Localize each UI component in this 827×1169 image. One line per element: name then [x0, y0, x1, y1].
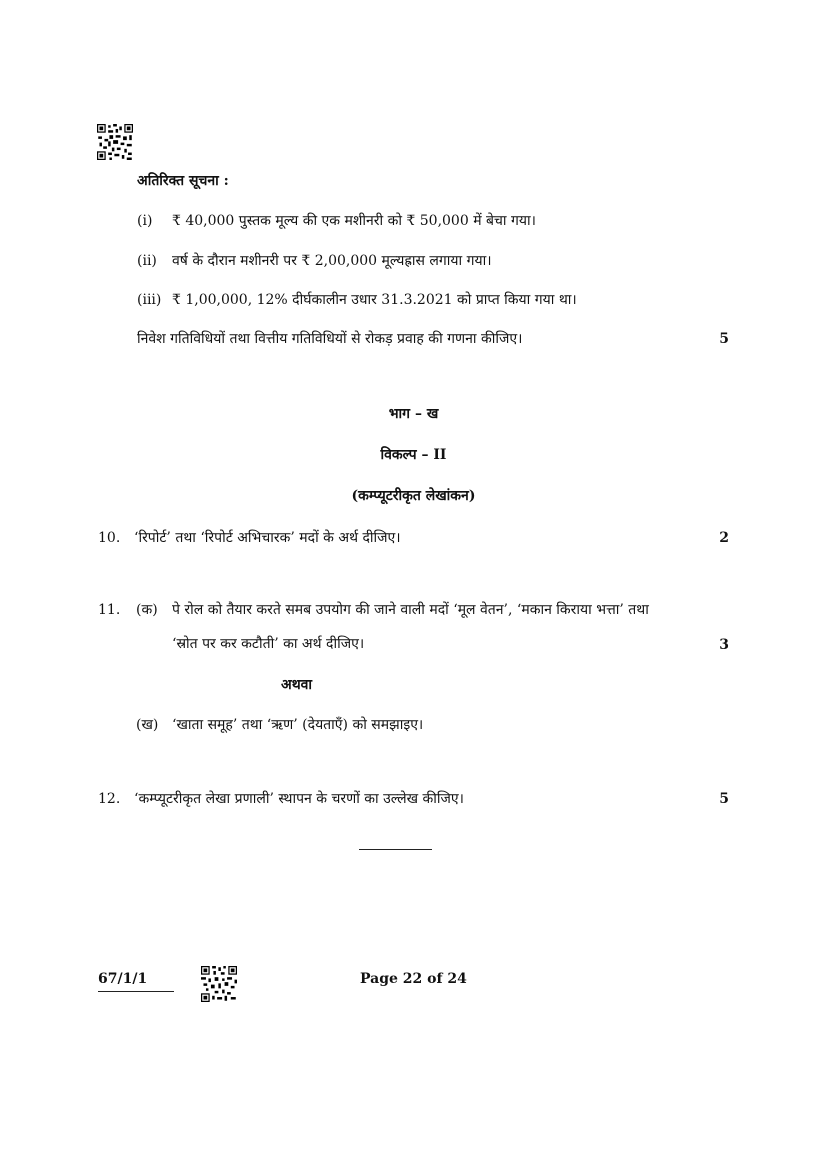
question-text: ‘रिपोर्ट’ तथा ‘रिपोर्ट अभिचारक’ मदों के अर्थ दीजिए। — [134, 530, 401, 546]
end-of-paper-line — [359, 849, 432, 850]
info-item-label: (iii) — [137, 292, 162, 308]
part-heading: भाग – ख — [388, 406, 439, 422]
info-item-text: ₹ 40,000 पुस्तक मूल्य की एक मशीनरी को ₹ 50,000 में बेचा गया। — [172, 213, 536, 229]
question-number: 12. — [98, 791, 121, 807]
marks: 5 — [719, 791, 729, 807]
qr-code-icon — [201, 966, 237, 1002]
question-text: ‘कम्प्यूटरीकृत लेखा प्रणाली’ स्थापन के चरणों का उल्लेख कीजिए। — [134, 791, 464, 807]
sub-question-label: (क) — [136, 602, 158, 618]
question-text: ‘स्रोत पर कर कटौती’ का अर्थ दीजिए। — [172, 636, 365, 652]
question-text: ‘खाता समूह’ तथा ‘ऋण’ (देयताएँ) को समझाइए। — [172, 717, 424, 733]
option-heading: विकल्प – II — [380, 447, 447, 463]
info-item-label: (i) — [137, 213, 153, 229]
marks: 5 — [719, 331, 729, 347]
instruction-text: निवेश गतिविधियों तथा वित्तीय गतिविधियों से रोकड़ प्रवाह की गणना कीजिए। — [137, 331, 523, 347]
question-text: पे रोल को तैयार करते समब उपयोग की जाने वाली मदों ‘मूल वेतन’, ‘मकान किराया भत्ता’ तथा — [172, 602, 649, 618]
info-item-text: वर्ष के दौरान मशीनरी पर ₹ 2,00,000 मूल्यह्रास लगाया गया। — [172, 253, 492, 269]
qr-code-icon — [97, 124, 133, 160]
paper-code: 67/1/1 — [98, 971, 148, 987]
section-subtitle: (कम्प्यूटरीकृत लेखांकन) — [351, 488, 476, 504]
question-number: 10. — [98, 530, 121, 546]
marks: 2 — [719, 530, 729, 546]
info-item-label: (ii) — [137, 253, 157, 269]
question-number: 11. — [98, 602, 121, 618]
info-item-text: ₹ 1,00,000, 12% दीर्घकालीन उधार 31.3.2021 को प्राप्त किया गया था। — [172, 292, 577, 308]
additional-info-heading: अतिरिक्त सूचना : — [137, 173, 229, 189]
page-number: Page 22 of 24 — [360, 971, 467, 987]
marks: 3 — [719, 637, 729, 653]
or-separator: अथवा — [281, 677, 313, 693]
paper-code-underline — [98, 991, 174, 992]
sub-question-label: (ख) — [136, 717, 159, 733]
